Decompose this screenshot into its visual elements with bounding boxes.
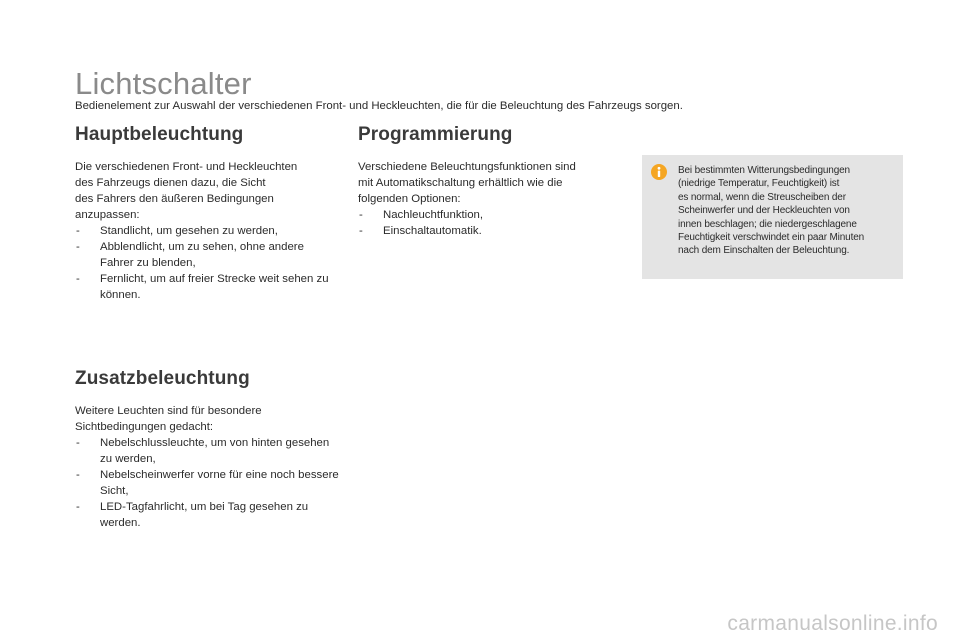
- note-line: es normal, wenn die Streuscheiben der: [678, 191, 846, 203]
- page-subtitle: Bedienelement zur Auswahl der verschiedenen Front- und Heckleuchten, die für die Beleuchtung des Fahrzeugs sorgen.: [75, 100, 683, 112]
- note-line: (niedrige Temperatur, Feuchtigkeit) ist: [678, 178, 840, 190]
- list-item: - Einschaltautomatik.: [358, 223, 608, 239]
- intro-line: Sichtbedingungen gedacht:: [75, 421, 214, 433]
- section-intro: [358, 159, 608, 207]
- section-heading: Zusatzbeleuchtung: [75, 368, 250, 389]
- section-programmierung: [358, 124, 608, 239]
- intro-line: folgenden Optionen:: [358, 193, 461, 205]
- section-intro: [75, 403, 340, 435]
- section-list: [75, 435, 340, 531]
- intro-line: mit Automatikschaltung erhältlich wie die: [358, 177, 563, 189]
- note-line: Scheinwerfer und der Heckleuchten von: [678, 205, 850, 217]
- list-item: - Abblendlicht, um zu sehen, ohne andere Fahrer zu blenden,: [75, 239, 340, 271]
- intro-line: anzupassen:: [75, 209, 140, 221]
- intro-line: Verschiedene Beleuchtungsfunktionen sind: [358, 161, 576, 173]
- page-title: Lichtschalter: [75, 66, 252, 101]
- section-list: [75, 223, 340, 303]
- watermark: carmanualsonline.info: [727, 612, 938, 635]
- note-line: Bei bestimmten Witterungsbedingungen: [678, 165, 850, 176]
- section-zusatzbeleuchtung: [75, 368, 340, 531]
- intro-line: des Fahrers den äußeren Bedingungen: [75, 193, 274, 205]
- intro-line: des Fahrzeugs dienen dazu, die Sicht: [75, 177, 266, 189]
- section-heading: Hauptbeleuchtung: [75, 124, 244, 145]
- list-item: - Nebelschlussleuchte, um von hinten gesehen zu werden,: [75, 435, 340, 467]
- section-intro: [75, 159, 340, 223]
- note-line: nach dem Einschalten der Beleuchtung.: [678, 245, 850, 257]
- intro-line: Die verschiedenen Front- und Heckleuchten: [75, 161, 298, 173]
- section-hauptbeleuchtung: [75, 124, 340, 303]
- section-heading: Programmierung: [358, 124, 513, 145]
- section-list: [358, 207, 608, 239]
- note-line: innen beschlagen; die niedergeschlagene: [678, 218, 857, 230]
- info-icon: [651, 164, 667, 180]
- intro-line: Weitere Leuchten sind für besondere: [75, 405, 262, 417]
- info-note-box: [642, 155, 903, 279]
- list-item: - Standlicht, um gesehen zu werden,: [75, 223, 340, 239]
- info-note-text: [678, 164, 895, 258]
- list-item: - LED-Tagfahrlicht, um bei Tag gesehen zu werden.: [75, 499, 340, 531]
- list-item: - Nebelscheinwerfer vorne für eine noch bessere Sicht,: [75, 467, 340, 499]
- list-item: - Fernlicht, um auf freier Strecke weit sehen zu können.: [75, 271, 340, 303]
- note-line: Feuchtigkeit verschwindet ein paar Minuten: [678, 232, 865, 244]
- list-item: - Nachleuchtfunktion,: [358, 207, 608, 223]
